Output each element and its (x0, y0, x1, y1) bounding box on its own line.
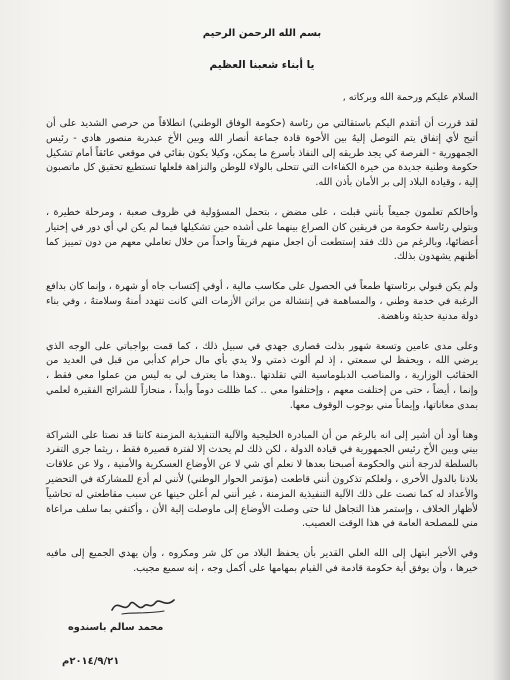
page-edge-shadow (492, 0, 510, 680)
address-line: يا أبناء شعبنا العظيم (209, 59, 315, 71)
paragraph-2: وأخالكم تعلمون جميعاً بأنني قبلت ، على مضض ، بتحمل المسؤولية في ظروف صعبة ، ومرحلة خطيرة ، وبتولي رئاسة حكومة من فريقين كان الصراع بينهما على أشده حين تشكيلها فيما لم يكن لي أي دور في إختيار أعضائها، وبالرغم من ذلك فقد إستطعت أن اجعل منهم فريقاً واحداً من خلال تعاملي معهم من دون تمييز كما أظنهم يشهدون بذلك. (46, 206, 478, 263)
paragraph-5: وهنا أود أن أشير إلى انه بالرغم من أن المبادرة الخليجية والآلية التنفيذية المزمنة كانتا قد نصتا على الشراكة بيني وبين الأخ رئيس الجمهورية في قيادة الدولة ، لكن ذلك لم يحدث إلا لفترة قصيرة فقط ، ريثما جرى التفرد بالسلطة لدرجة أنني والحكومة أصبحنا بعدها لا نعلم أي شي لا عن الأوضاع العسكرية والأمنية ، ولا عن علاقات بلادنا بالدول الأخرى ، ولعلكم تذكرون أنني قاطعت (مؤتمر الحوار الوطني) لأنني لم أدع للمشاركة في التحضير والأعداد له كما نصت على ذلك الآلية التنفيذية المزمنة ، غير أنني لم أعلن حينها عن سبب مقاطعتي له تحاشياً لأظهار الخلاف ، وإستمر هذا التجاهل لنا حتى وصلت الأوضاع إلى ماوصلت إلية الأن ، وأكتفي بما سلف مراعاة مني للمصلحة العامة في هذا الوقت العصيب. (46, 429, 478, 530)
letter-date: ٢٠١٤/٩/٢١م (62, 656, 120, 667)
signatory-name: محمد سالم باسندوه (68, 622, 164, 633)
basmala-heading: بسم الله الرحمن الرحيم (202, 28, 322, 39)
letter-body (46, 28, 478, 577)
paragraph-3: ولم يكن قبولي برئاستها طمعاً في الحصول على مكاسب مالية ، أوفي إكتساب جاه أو شهرة ، وإنما كان بدافع الرغبة في خدمة وطني ، والمساهمة في إنتشالة من براثن الأزمات التي كانت تتهدد أمنهُ وسلامتهُ ، وفي بناء دولة مدنية حديثة وناهضة. (46, 281, 478, 322)
paragraph-4: وعلى مدى عامين وتسعة شهور بذلت قصارى جهدي في سبيل ذلك ، كما قمت بواجباتي على الوجه الذي يرضي الله ، ويحفظ لي سمعتي ، إذ لم ألوث ذمتي ولا يدي بأي مال حرام كدأبي من قبل في العديد من الحقائب الوزارية ، والمناصب الدبلوماسية التي تقلدتها ..وهذا ما يعترف لي به ليس من عملوا معي فقط ، وإنما ، أيضاً ، حتى من إختلفت معهم ، وإختلفوا معي .. كما ظللت دوماً وأبداً ، منحازاً للشرائح الفقيرة لعلمي بمدى معاناتها، وإيماناً مني بوجوب الوقوف معها. (46, 340, 478, 411)
paragraph-6: وفي الأخير ابتهل إلى الله العلي القدير بأن يحفظ البلاد من كل شر ومكروه ، وأن يهدي الجميع إلى مافيه خيرها ، وأن يوفق أية حكومة قادمة في القيام بمهامها على أكمل وجه ، إنه سميع مجيب. (46, 548, 478, 574)
handwritten-signature (108, 592, 178, 618)
paragraph-1: لقد قررت أن أتقدم اليكم باستقالتي من رئاسة (حكومة الوفاق الوطني) انطلاقاً من حرصي الشديد على أن أتيح لأي إتفاق يتم التوصل إليهُ بين الأخوة قادة جماعة أنصار الله وبين الأخ عبدربة منصور هادي - رئيس الجمهورية - الفرصة كي يجد طريقه إلى النفاذ بأسرع ما يمكن، وكيلا يكون بقائي في موقعي عائقاً أمام تشكيل حكومة وطنية جديدة من خيرة الكفاءات التي تتحلى بالولاء للوطن والنزاهة فلعلها تستطيع تحقيق كل ماتصبون إلية ، وقيادة البلاد إلى بر الأمان بأذن الله. (46, 118, 478, 189)
greeting-line: السلام عليكم ورحمة الله وبركاته , (342, 92, 478, 103)
